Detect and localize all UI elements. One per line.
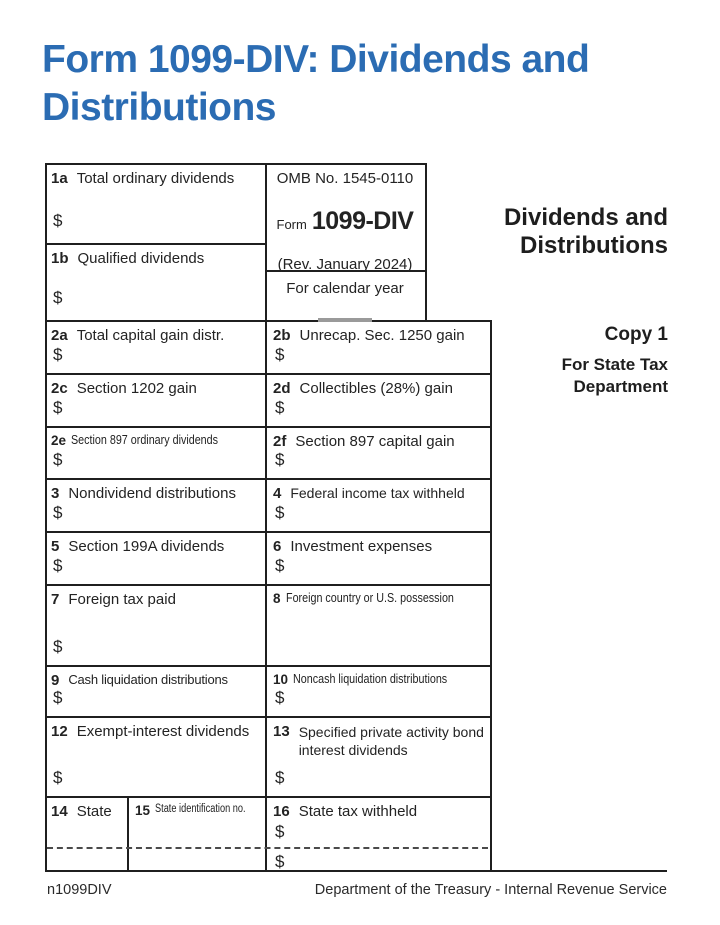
box-9: [47, 667, 263, 714]
box-2d-number: 2d: [273, 380, 291, 397]
box-2b-label: Unrecap. Sec. 1250 gain: [299, 327, 465, 344]
form-number: 1099-DIV: [311, 207, 414, 235]
box-1a-amount[interactable]: $: [53, 211, 63, 230]
box-7-number: 7: [51, 591, 60, 608]
footer-form-code: n1099DIV: [47, 882, 112, 898]
box-2c-label: Section 1202 gain: [76, 380, 197, 397]
box-12-number: 12: [51, 723, 68, 740]
box-12: [47, 718, 263, 794]
box-13-number: 13: [273, 723, 290, 740]
box-2d: [269, 375, 488, 424]
grid-line-right-border: [490, 320, 492, 872]
box-2b: [269, 322, 488, 371]
box-6-label: Investment expenses: [290, 538, 433, 555]
box-5-number: 5: [51, 538, 60, 555]
box-15-label: State identification no.: [155, 803, 246, 815]
box-1a-label: Total ordinary dividends: [76, 170, 235, 187]
box-2c-number: 2c: [51, 380, 68, 397]
box-10-amount[interactable]: $: [275, 688, 285, 707]
box-9-label: Cash liquidation distributions: [68, 672, 228, 687]
box-2c-amount[interactable]: $: [53, 398, 63, 417]
box-8-number: 8: [273, 591, 281, 606]
form-number-line: [277, 207, 414, 236]
box-3: [47, 480, 263, 529]
box-16-amount-2[interactable]: $: [275, 852, 285, 871]
form-revision: (Rev. January 2024): [277, 256, 413, 273]
box-2a-label: Total capital gain distr.: [76, 327, 225, 344]
box-2f-number: 2f: [273, 433, 287, 450]
calendar-year-label: For calendar year: [286, 280, 404, 297]
box-2f: [269, 428, 488, 476]
box-2d-amount[interactable]: $: [275, 398, 285, 417]
box-15: [131, 798, 263, 870]
box-16-amount-1[interactable]: $: [275, 822, 285, 841]
page-title-line1: Form 1099-DIV: Dividends and: [42, 38, 590, 81]
page-title: [42, 36, 690, 132]
box-2e-amount[interactable]: $: [53, 450, 63, 469]
form-name-heading: [504, 204, 668, 260]
grid-line-bottom-border: [45, 870, 667, 872]
box-10: [269, 667, 488, 714]
box-2e-number: 2e: [51, 433, 67, 448]
box-2d-label: Collectibles (28%) gain: [299, 380, 453, 397]
box-16-number: 16: [273, 803, 290, 820]
form-word: Form: [276, 217, 307, 232]
box-1b: [47, 245, 263, 318]
box-6-number: 6: [273, 538, 282, 555]
copy-for-label: [562, 354, 668, 398]
box-13: [269, 718, 488, 794]
box-4-label: Federal income tax withheld: [290, 485, 465, 501]
box-1a-number: 1a: [51, 170, 68, 187]
box-2a-amount[interactable]: $: [53, 345, 63, 364]
box-14-number: 14: [51, 803, 68, 820]
box-10-label: Noncash liquidation distributions: [293, 672, 448, 686]
form-name-line2: Distributions: [520, 232, 668, 259]
box-4: [269, 480, 488, 529]
box-1b-label: Qualified dividends: [77, 250, 205, 267]
box-2a: [47, 322, 263, 371]
page-title-line2: Distributions: [42, 86, 276, 129]
box-9-amount[interactable]: $: [53, 688, 63, 707]
box-12-amount[interactable]: $: [53, 768, 63, 787]
copy-for-line1: For State Tax: [561, 355, 668, 374]
copy-for-line2: Department: [573, 377, 668, 396]
box-1b-number: 1b: [51, 250, 69, 267]
box-16: [269, 798, 488, 870]
box-2b-number: 2b: [273, 327, 291, 344]
box-14-label: State: [76, 803, 112, 820]
box-10-number: 10: [273, 672, 289, 687]
box-3-number: 3: [51, 485, 60, 502]
box-4-number: 4: [273, 485, 282, 502]
box-2a-number: 2a: [51, 327, 68, 344]
box-16-label: State tax withheld: [298, 803, 418, 820]
box-15-number: 15: [135, 803, 151, 818]
omb-block: [267, 165, 423, 279]
box-2c: [47, 375, 263, 424]
box-2f-amount[interactable]: $: [275, 450, 285, 469]
box-2b-amount[interactable]: $: [275, 345, 285, 364]
box-1b-amount[interactable]: $: [53, 288, 63, 307]
box-6: [269, 533, 488, 582]
box-13-amount[interactable]: $: [275, 768, 285, 787]
box-12-label: Exempt-interest dividends: [76, 723, 250, 740]
box-14: [47, 798, 125, 870]
omb-number: OMB No. 1545-0110: [276, 170, 414, 187]
box-8: [269, 586, 488, 663]
calendar-year-block: [267, 272, 423, 326]
box-4-amount[interactable]: $: [275, 503, 285, 522]
grid-line-state-divider: [127, 796, 129, 872]
box-7: [47, 586, 263, 663]
box-6-amount[interactable]: $: [275, 556, 285, 575]
box-3-label: Nondividend distributions: [68, 485, 236, 502]
box-2e-label: Section 897 ordinary dividends: [71, 433, 219, 447]
box-13-label: Specified private activity bond interest dividends: [298, 724, 484, 758]
box-2f-label: Section 897 capital gain: [295, 433, 455, 450]
box-8-label: Foreign country or U.S. possession: [285, 591, 454, 605]
box-5-label: Section 199A dividends: [68, 538, 225, 555]
box-5: [47, 533, 263, 582]
grid-line-omb-right-border: [425, 163, 427, 322]
copy-label: Copy 1: [604, 324, 668, 345]
box-7-label: Foreign tax paid: [68, 591, 176, 608]
box-9-number: 9: [51, 672, 60, 689]
box-3-amount[interactable]: $: [53, 503, 63, 522]
box-2e: [47, 428, 263, 476]
box-5-amount[interactable]: $: [53, 556, 63, 575]
footer-agency: Department of the Treasury - Internal Revenue Service: [314, 882, 667, 898]
box-7-amount[interactable]: $: [53, 637, 63, 656]
box-1a: [47, 165, 263, 241]
form-name-line1: Dividends and: [503, 204, 668, 231]
